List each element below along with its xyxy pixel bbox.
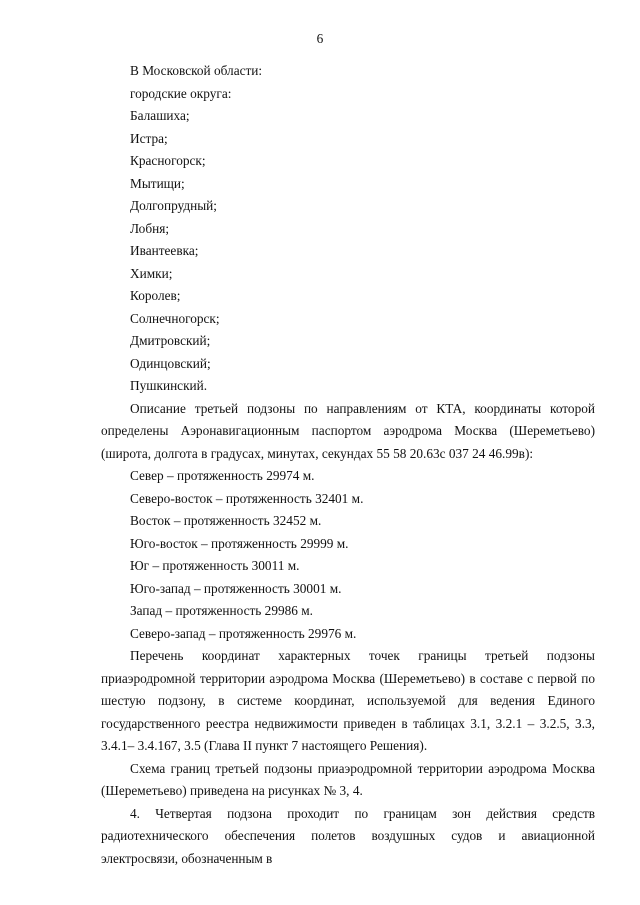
subheading: городские округа:: [130, 85, 232, 101]
district-item: Ивантеевка;: [130, 243, 199, 258]
district-list: [101, 105, 595, 398]
direction-item: Восток – протяженность 32452 м.: [130, 513, 322, 528]
district-item: Долгопрудный;: [130, 198, 217, 213]
direction-list: [101, 465, 595, 645]
district-item: Мытищи;: [130, 175, 185, 191]
direction-item: Юго-восток – протяженность 29999 м.: [130, 535, 349, 551]
direction-item: Юго-запад – протяженность 30001 м.: [130, 580, 342, 596]
direction-item: Северо-восток – протяженность 32401 м.: [130, 490, 364, 506]
scheme-paragraph: Схема границ третьей подзоны приаэродромной территории аэродрома Москва (Шереметьево) приведена на рисунках № 3, 4.: [101, 760, 595, 798]
district-item: Лобня;: [130, 220, 170, 236]
coordinates-paragraph: Перечень координат характерных точек границы третьей подзоны приаэродромной территории аэродрома Москва (Шереметьево) в составе с первой по шестую подзону, в системе координат, используемой для ведения Единого государственного реестра недвижимости приведен в таблицах 3.1, 3.2.1 – 3.2.5, 3.3, 3.4.1– 3.4.167, 3.5 (Глава II пункт 7 настоящего Решения).: [101, 648, 595, 753]
third-subzone-description: Описание третьей подзоны по направлениям от КТА, координаты которой определены Аэронавигационным паспортом аэродрома Москва (Шереметьево) (широта, долгота в градусах, минутах, секундах 55 58 20.63с 037 24 46.99в):: [101, 400, 595, 461]
district-item: Дмитровский;: [130, 333, 211, 348]
fourth-subzone-paragraph: 4. Четвертая подзона проходит по границам зон действия средств радиотехнического обеспечения полетов воздушных судов и авиационной электросвязи, обозначенным в: [101, 805, 595, 866]
district-item: Химки;: [130, 265, 173, 281]
district-item: Одинцовский;: [130, 355, 211, 371]
district-item: Пушкинский.: [130, 378, 208, 393]
district-item: Красногорск;: [130, 153, 206, 168]
direction-item: Северо-запад – протяженность 29976 м.: [130, 625, 357, 641]
direction-item: Юг – протяженность 30011 м.: [130, 558, 300, 573]
direction-item: Север – протяженность 29974 м.: [130, 468, 315, 483]
page-number: 6: [316, 31, 324, 46]
document-body: [101, 60, 595, 870]
region-heading: В Московской области:: [130, 63, 263, 78]
direction-item: Запад – протяженность 29986 м.: [130, 603, 313, 618]
district-item: Балашиха;: [130, 108, 190, 123]
district-item: Истра;: [130, 130, 168, 146]
district-item: Королев;: [130, 288, 181, 303]
district-item: Солнечногорск;: [130, 310, 220, 326]
